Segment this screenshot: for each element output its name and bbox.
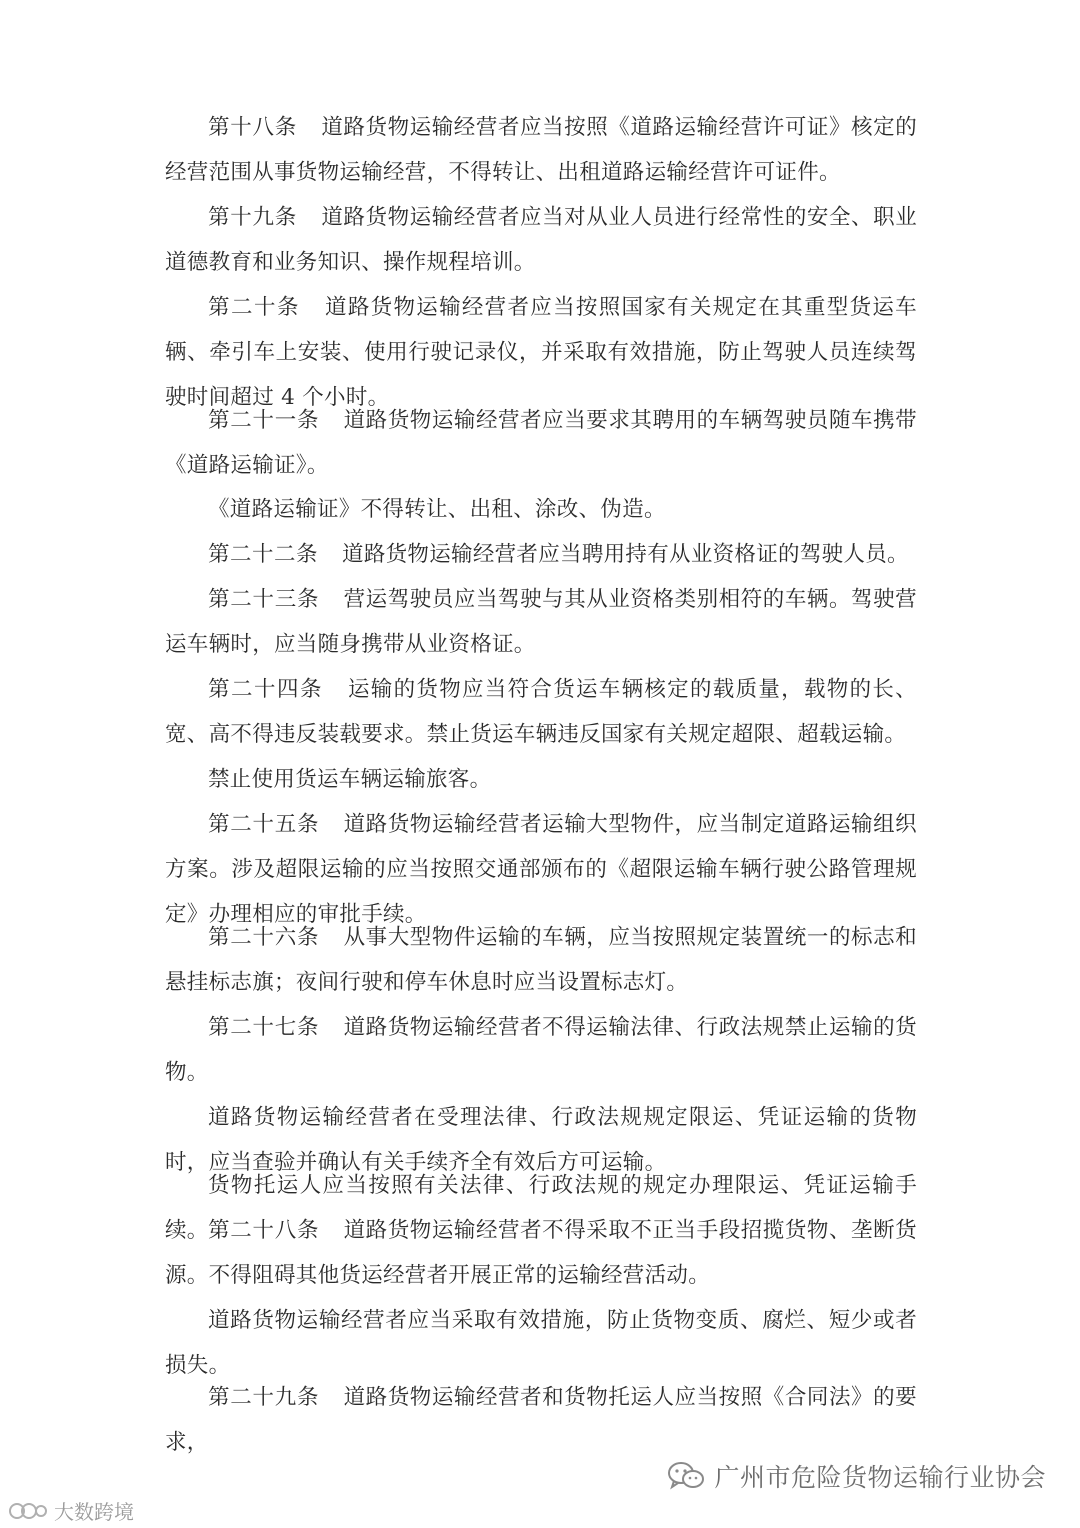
article-text: 道路货物运输经营者应当按照国家有关规定在其重型货运车辆、牵引车上安装、使用行驶记录仪，并采取有效措施，防止驾驶人员连续驾驶时间超过 4 个小时。 xyxy=(165,295,917,410)
article-paragraph xyxy=(165,398,917,488)
article-number: 第二十一条 xyxy=(208,408,320,433)
article-paragraph xyxy=(165,532,917,577)
article-text: 道路货物运输经营者应当聘用持有从业资格证的驾驶人员。 xyxy=(342,542,909,567)
article-number: 第十九条 xyxy=(208,205,298,230)
article-number: 第十八条 xyxy=(208,115,298,140)
article-text: 道路货物运输经营者不得采取不正当手段招揽货物、垄断货源。不得阻碍其他货运经营者开展正常的运输经营活动。 xyxy=(165,1218,917,1288)
wechat-icon xyxy=(666,1460,706,1492)
article-text: 道路货物运输经营者应当要求其聘用的车辆驾驶员随车携带《道路运输证》。 xyxy=(165,408,917,478)
article-text: 营运驾驶员应当驾驶与其从业资格类别相符的车辆。驾驶营运车辆时，应当随身携带从业资格证。 xyxy=(165,587,917,657)
article-text: 从事大型物件运输的车辆，应当按照规定装置统一的标志和悬挂标志旗；夜间行驶和停车休息时应当设置标志灯。 xyxy=(165,925,917,995)
article-number: 第二十七条 xyxy=(208,1015,320,1040)
article-number: 第二十五条 xyxy=(208,812,320,837)
brand-logo-icon xyxy=(8,1500,48,1522)
article-paragraph xyxy=(165,105,917,195)
article-text: 道路货物运输经营者在受理法律、行政法规规定限运、凭证运输的货物时，应当查验并确认有关手续齐全有效后方可运输。 xyxy=(165,1105,917,1175)
article-text: 货物托运人应当按照有关法律、行政法规的规定办理限运、凭证运输手续。 xyxy=(165,1173,917,1243)
article-paragraph xyxy=(165,1005,917,1095)
article-number: 第二十条 xyxy=(208,295,301,320)
article-text: 运输的货物应当符合货运车辆核定的载质量，载物的长、宽、高不得违反装载要求。禁止货运车辆违反国家有关规定超限、超载运输。 xyxy=(165,677,917,747)
wechat-watermark xyxy=(666,1458,1046,1494)
article-text: 道路货物运输经营者应当对从业人员进行经常性的安全、职业道德教育和业务知识、操作规程培训。 xyxy=(165,205,917,275)
article-paragraph xyxy=(165,1375,917,1465)
article-paragraph xyxy=(165,757,917,802)
article-number: 第二十三条 xyxy=(208,587,320,612)
watermark-text: 广州市危险货物运输行业协会 xyxy=(714,1463,1046,1492)
article-text: 道路货物运输经营者和货物托运人应当按照《合同法》的要求， xyxy=(165,1385,917,1455)
watermark-text: 大数跨境 xyxy=(54,1500,134,1524)
article-number: 第二十六条 xyxy=(208,925,320,950)
article-number: 第二十二条 xyxy=(208,542,319,567)
article-number: 第二十八条 xyxy=(208,1218,320,1243)
article-paragraph xyxy=(165,915,917,1005)
article-paragraph xyxy=(165,487,917,532)
article-text: 道路货物运输经营者不得运输法律、行政法规禁止运输的货物。 xyxy=(165,1015,917,1085)
article-text: 道路货物运输经营者应当按照《道路运输经营许可证》核定的经营范围从事货物运输经营，不得转让、出租道路运输经营许可证件。 xyxy=(165,115,917,185)
article-text: 道路货物运输经营者运输大型物件，应当制定道路运输组织方案。涉及超限运输的应当按照交通部颁布的《超限运输车辆行驶公路管理规定》办理相应的审批手续。 xyxy=(165,812,917,927)
article-text: 《道路运输证》不得转让、出租、涂改、伪造。 xyxy=(208,497,666,522)
article-paragraph xyxy=(165,195,917,285)
article-text: 道路货物运输经营者应当采取有效措施，防止货物变质、腐烂、短少或者损失。 xyxy=(165,1308,917,1378)
article-text: 禁止使用货运车辆运输旅客。 xyxy=(208,767,492,792)
article-number: 第二十九条 xyxy=(208,1385,320,1410)
article-paragraph xyxy=(165,577,917,667)
article-paragraph xyxy=(165,667,917,757)
article-paragraph xyxy=(165,1208,917,1298)
article-number: 第二十四条 xyxy=(208,677,323,702)
site-watermark xyxy=(8,1496,134,1525)
